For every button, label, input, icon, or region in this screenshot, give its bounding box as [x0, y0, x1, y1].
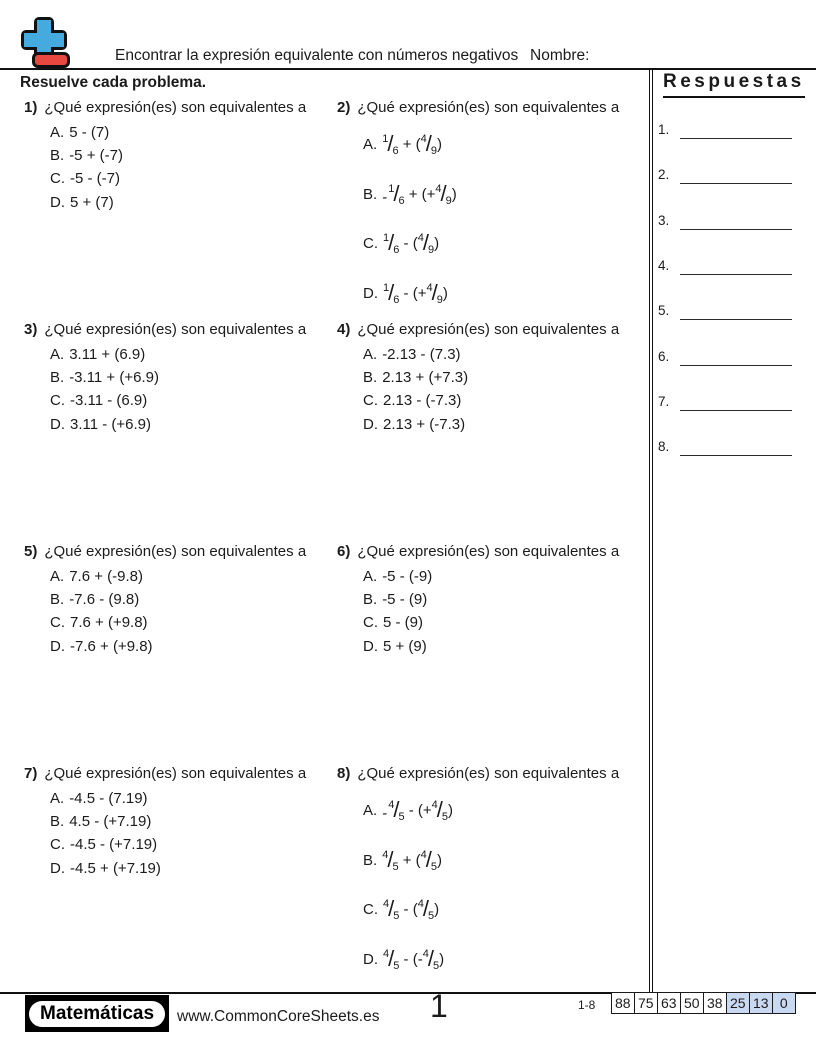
problem-question: ¿Qué expresión(es) son equivalentes a — [44, 99, 307, 116]
option-list — [363, 565, 645, 658]
answer-option — [363, 366, 645, 389]
option-expression: 5 + (9) — [383, 637, 427, 655]
option-expression: 7.6 + (-9.8) — [69, 568, 143, 585]
answer-blank-line[interactable] — [680, 410, 792, 411]
option-list — [363, 121, 645, 319]
answer-option — [363, 886, 645, 936]
answer-option — [363, 220, 645, 270]
answer-option — [363, 837, 645, 887]
fraction: $^4/_9$ — [435, 180, 452, 207]
option-expression: -7.6 + (+9.8) — [70, 637, 153, 655]
score-table — [612, 992, 796, 1014]
fraction: $^4/_5$ — [388, 797, 405, 823]
answer-option — [363, 588, 645, 611]
logo-plus-fill — [24, 33, 64, 47]
answer-option — [50, 167, 332, 190]
fraction: $^4/_5$ — [420, 846, 438, 873]
option-letter: C. — [50, 836, 65, 854]
answer-option — [50, 857, 332, 880]
option-letter: D. — [50, 193, 65, 211]
answer-option — [50, 366, 332, 389]
negative-sign: - — [382, 188, 388, 206]
option-expression: -5 - (9) — [382, 591, 428, 609]
answer-blank-line[interactable] — [680, 183, 792, 184]
option-list — [363, 787, 645, 985]
option-expression: $^4/_5 + (^4/_5)$ — [382, 846, 443, 873]
answer-slot-number: 7. — [658, 393, 670, 409]
problem-number: 6) — [337, 543, 351, 560]
problem-question: ¿Qué expresión(es) son equivalentes a — [44, 765, 307, 782]
option-letter: C. — [50, 614, 65, 632]
problem-question: ¿Qué expresión(es) son equivalentes a — [44, 321, 307, 338]
score-cell: 50 — [680, 992, 705, 1014]
fraction: $^4/_5$ — [431, 797, 449, 823]
answer-slot-number: 1. — [658, 122, 670, 137]
answer-option — [50, 588, 332, 611]
problem-number: 8) — [337, 765, 351, 782]
option-letter: A. — [363, 802, 378, 819]
answer-option — [363, 171, 645, 221]
option-expression: $^1/_6 - (^4/_9)$ — [383, 230, 440, 256]
answer-option — [50, 635, 332, 658]
option-letter: B. — [50, 147, 65, 165]
answer-slot — [656, 118, 796, 137]
answer-option — [50, 343, 332, 366]
answer-option — [363, 787, 645, 837]
answer-blank-line[interactable] — [680, 138, 792, 139]
score-cell: 25 — [726, 992, 751, 1014]
option-expression: 2.13 - (-7.3) — [383, 392, 462, 410]
option-expression: 5 + (7) — [70, 193, 114, 211]
option-letter: A. — [50, 568, 65, 585]
answer-option — [363, 389, 645, 412]
fraction: $^4/_9$ — [420, 131, 438, 157]
option-letter: A. — [363, 136, 378, 153]
answer-option — [50, 389, 332, 412]
option-expression: 5 - (7) — [69, 124, 110, 141]
problem — [24, 764, 332, 880]
problem — [337, 542, 645, 658]
option-expression: 5 - (9) — [383, 614, 424, 632]
answer-slot-number: 2. — [658, 167, 670, 183]
answers-panel-divider — [649, 69, 653, 993]
instructions-text: Resuelve cada problema. — [20, 74, 207, 91]
answer-option — [363, 121, 645, 171]
option-expression: -3.11 - (6.9) — [70, 392, 148, 410]
option-list — [50, 787, 332, 880]
answer-blank-line[interactable] — [680, 229, 792, 230]
option-letter: D. — [363, 284, 378, 302]
option-letter: C. — [50, 392, 65, 410]
answer-option — [363, 611, 645, 634]
fraction: $^1/_6$ — [388, 180, 405, 207]
problem — [24, 98, 332, 214]
problem — [337, 764, 645, 985]
option-expression: -5 + (-7) — [69, 147, 123, 165]
fraction: $^4/_9$ — [417, 230, 435, 256]
score-cell: 38 — [703, 992, 728, 1014]
fraction: $^4/_5$ — [383, 945, 400, 972]
option-letter: B. — [363, 851, 378, 869]
answer-blank-line[interactable] — [680, 274, 792, 275]
problem — [24, 320, 332, 436]
option-letter: B. — [363, 369, 378, 387]
option-letter: C. — [363, 614, 378, 632]
option-letter: B. — [363, 185, 378, 203]
answer-slot — [656, 254, 796, 273]
answer-slot-number: 4. — [658, 257, 670, 273]
option-letter: C. — [50, 170, 65, 188]
option-expression: 3.11 + (6.9) — [69, 346, 146, 363]
score-cell: 88 — [611, 992, 636, 1014]
page-number: 1 — [430, 988, 448, 1024]
answer-option — [363, 936, 645, 986]
score-cell: 63 — [657, 992, 682, 1014]
option-expression: $^1/_6 + (^4/_9)$ — [382, 131, 443, 157]
website-text: www.CommonCoreSheets.es — [177, 1008, 380, 1025]
option-letter: A. — [363, 346, 378, 363]
option-expression: 4.5 - (+7.19) — [69, 813, 152, 831]
problem-number: 5) — [24, 543, 38, 560]
brand-badge — [25, 995, 169, 1032]
option-list — [50, 121, 332, 214]
answer-slot-number: 6. — [658, 348, 670, 364]
answer-option — [363, 343, 645, 366]
answer-option — [50, 565, 332, 588]
option-letter: D. — [50, 415, 65, 433]
option-letter: B. — [363, 591, 378, 609]
worksheet-title: Encontrar la expresión equivalente con números negativos — [115, 47, 519, 64]
answers-panel-title: Respuestas — [663, 71, 805, 98]
option-letter: C. — [363, 392, 378, 410]
fraction: $^4/_5$ — [422, 945, 440, 972]
answer-option — [50, 413, 332, 436]
option-expression: $^4/_5 - (-^4/_5)$ — [383, 945, 445, 972]
answer-option — [50, 144, 332, 167]
option-letter: B. — [50, 369, 65, 387]
option-list — [363, 343, 645, 436]
score-cell: 13 — [749, 992, 774, 1014]
problem-question: ¿Qué expresión(es) son equivalentes a — [44, 543, 307, 560]
answer-option — [50, 121, 332, 144]
option-expression: 2.13 + (-7.3) — [383, 415, 466, 433]
fraction: $^4/_9$ — [426, 279, 443, 306]
problem-question: ¿Qué expresión(es) son equivalentes a — [357, 321, 620, 338]
score-cell: 0 — [772, 992, 797, 1014]
answer-option — [363, 635, 645, 658]
answer-slot — [656, 299, 796, 318]
header-divider — [0, 68, 816, 70]
option-letter: A. — [50, 346, 65, 363]
option-letter: B. — [50, 813, 65, 831]
answer-slot-number: 3. — [658, 212, 670, 228]
answer-slot — [656, 435, 796, 454]
fraction: $^1/_6$ — [382, 131, 399, 157]
problem — [337, 320, 645, 436]
problem-question: ¿Qué expresión(es) son equivalentes a — [357, 765, 620, 782]
option-letter: D. — [50, 637, 65, 655]
option-expression: -4.5 - (+7.19) — [70, 836, 158, 854]
fraction: $^4/_5$ — [383, 896, 400, 922]
option-expression: 3.11 - (+6.9) — [70, 415, 152, 433]
problem-number: 2) — [337, 99, 351, 116]
fraction: $^1/_6$ — [383, 230, 400, 256]
option-letter: A. — [50, 124, 65, 141]
option-expression: -3.11 + (+6.9) — [69, 369, 159, 387]
option-expression: 2.13 + (+7.3) — [382, 369, 469, 387]
score-range-label: 1-8 — [578, 998, 596, 1012]
answer-slot — [656, 345, 796, 364]
brand-label: Matemáticas — [29, 1001, 165, 1027]
name-label: Nombre: — [530, 47, 590, 64]
answer-option — [50, 810, 332, 833]
score-cell: 75 — [634, 992, 659, 1014]
problem-number: 7) — [24, 765, 38, 782]
option-expression: -5 - (-9) — [382, 568, 433, 585]
logo-minus-bar — [32, 52, 70, 68]
answer-option — [50, 833, 332, 856]
problem-question: ¿Qué expresión(es) son equivalentes a — [357, 543, 620, 560]
option-list — [50, 565, 332, 658]
answer-option — [50, 191, 332, 214]
option-expression: -4.5 + (+7.19) — [70, 859, 161, 877]
negative-sign: - — [382, 805, 388, 822]
option-letter: A. — [50, 790, 65, 807]
answer-option — [363, 413, 645, 436]
option-letter: D. — [363, 950, 378, 968]
problem-question: ¿Qué expresión(es) son equivalentes a — [357, 99, 620, 116]
option-letter: C. — [363, 901, 378, 918]
answer-blank-line[interactable] — [680, 319, 792, 320]
answer-slot — [656, 163, 796, 182]
answer-slot — [656, 209, 796, 228]
option-letter: D. — [363, 637, 378, 655]
option-expression: 7.6 + (+9.8) — [70, 614, 148, 632]
fraction: $^4/_5$ — [382, 846, 399, 873]
answer-blank-line[interactable] — [680, 365, 792, 366]
problem-number: 1) — [24, 99, 38, 116]
option-letter: D. — [50, 859, 65, 877]
plus-minus-logo-icon — [19, 15, 75, 71]
fraction: $^4/_5$ — [417, 896, 435, 922]
answer-option — [50, 787, 332, 810]
answer-option — [363, 565, 645, 588]
option-letter: B. — [50, 591, 65, 609]
fraction: $^1/_6$ — [383, 279, 400, 306]
problem-number: 4) — [337, 321, 351, 338]
option-expression: $^4/_5 - (^4/_5)$ — [383, 896, 440, 922]
option-expression: $-^4/_5 - (+^4/_5)$ — [382, 797, 454, 823]
answer-blank-line[interactable] — [680, 455, 792, 456]
option-letter: A. — [363, 568, 378, 585]
option-expression: -2.13 - (7.3) — [382, 346, 461, 363]
option-expression: $-^1/_6 + (+^4/_9)$ — [382, 180, 457, 207]
option-expression: $^1/_6 - (+^4/_9)$ — [383, 279, 448, 306]
problem — [24, 542, 332, 658]
option-letter: D. — [363, 415, 378, 433]
problem-number: 3) — [24, 321, 38, 338]
option-list — [50, 343, 332, 436]
option-expression: -4.5 - (7.19) — [69, 790, 148, 807]
problem — [337, 98, 645, 319]
answer-slot-number: 5. — [658, 303, 670, 319]
answer-slot-number: 8. — [658, 439, 670, 455]
option-expression: -7.6 - (9.8) — [69, 591, 140, 609]
answer-slot — [656, 390, 796, 409]
answer-option — [363, 270, 645, 320]
option-letter: C. — [363, 235, 378, 252]
option-expression: -5 - (-7) — [70, 170, 120, 188]
answer-option — [50, 611, 332, 634]
